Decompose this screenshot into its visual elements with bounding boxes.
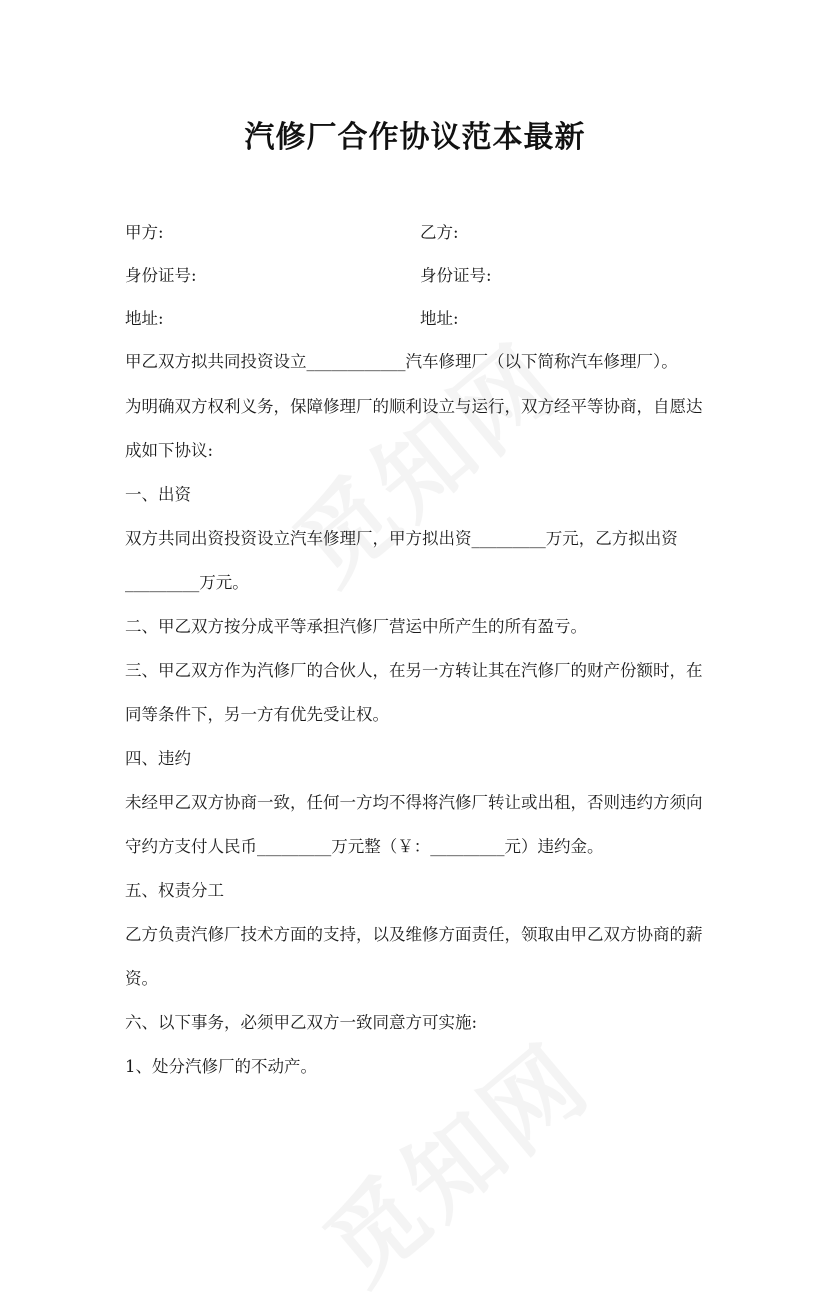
address-b-label: 地址: (420, 309, 459, 328)
section-heading: 五、权责分工 (125, 881, 224, 900)
paragraph-line: 为明确双方权利义务，保障修理厂的顺利设立与运行，双方经平等协商，自愿达 (125, 397, 703, 416)
paragraph-line: 成如下协议: (125, 441, 214, 460)
paragraph-line: 未经甲乙双方协商一致，任何一方均不得将汽修厂转让或出租，否则违约方须向 (125, 793, 703, 812)
paragraph-line: 资。 (125, 969, 158, 988)
paragraph-line: 守约方支付人民币_________万元整（￥：_________元）违约金。 (125, 837, 604, 856)
address-a-label: 地址: (125, 309, 164, 328)
document-title: 汽修厂合作协议范本最新 (244, 120, 586, 155)
paragraph-line: 乙方负责汽修厂技术方面的支持，以及维修方面责任，领取由甲乙双方协商的薪 (125, 925, 703, 944)
paragraph-line: 1、处分汽修厂的不动产。 (125, 1057, 317, 1076)
paragraph-line: 二、甲乙双方按分成平等承担汽修厂营运中所产生的所有盈亏。 (125, 617, 587, 636)
section-heading: 六、以下事务，必须甲乙双方一致同意方可实施: (125, 1013, 478, 1032)
paragraph-line: 三、甲乙双方作为汽修厂的合伙人，在另一方转让其在汽修厂的财产份额时，在 (125, 661, 703, 680)
paragraph-line: _________万元。 (125, 573, 249, 592)
party-b-label: 乙方: (420, 223, 459, 242)
party-a-label: 甲方: (125, 223, 164, 242)
id-b-label: 身份证号: (420, 266, 492, 285)
section-heading: 一、出资 (125, 485, 191, 504)
id-a-label: 身份证号: (125, 266, 197, 285)
section-heading: 四、违约 (125, 749, 191, 768)
paragraph-line: 双方共同出资投资设立汽车修理厂，甲方拟出资_________万元，乙方拟出资 (125, 529, 678, 548)
watermark (292, 1008, 614, 1309)
paragraph-line: 同等条件下，另一方有优先受让权。 (125, 705, 389, 724)
paragraph-line: 甲乙双方拟共同投资设立____________汽车修理厂（以下简称汽车修理厂）。 (125, 352, 678, 371)
